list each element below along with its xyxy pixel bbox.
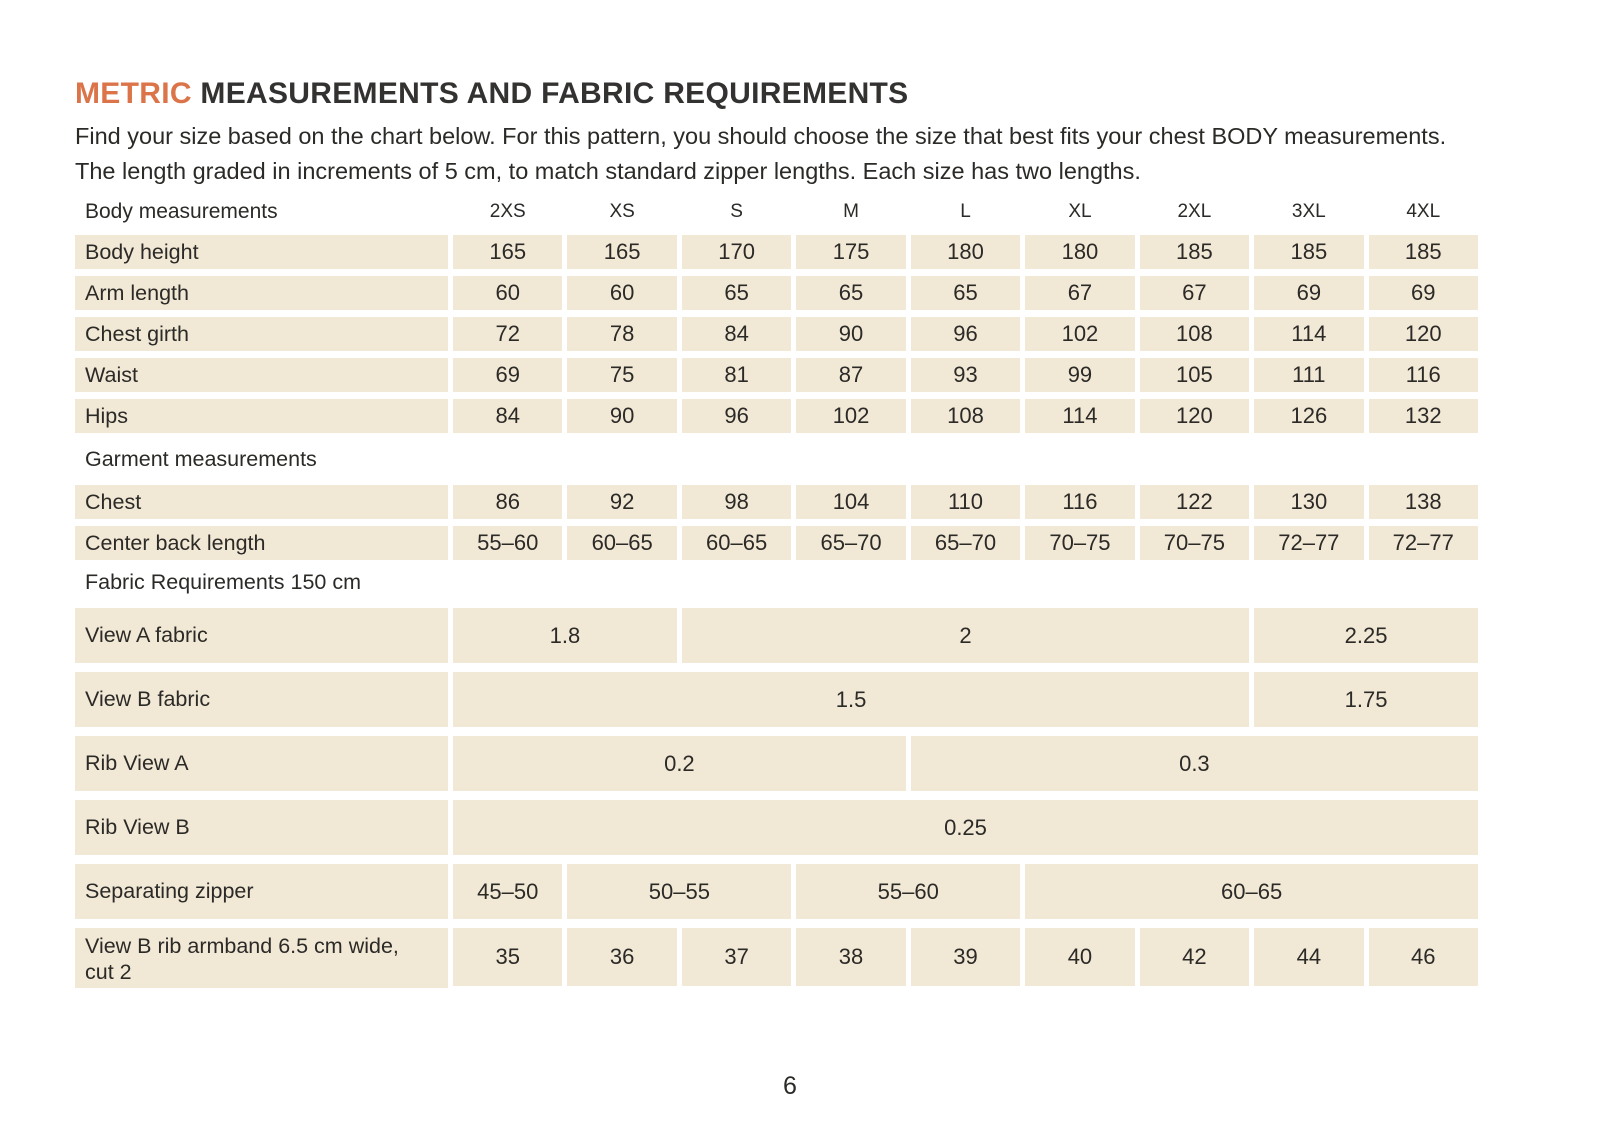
table-cell: 65 (796, 276, 905, 310)
row-label: View B fabric (75, 672, 448, 727)
table-cell: 114 (1254, 317, 1363, 351)
table-cell: 126 (1254, 399, 1363, 433)
row-label (75, 928, 448, 988)
merged-cell: 0.25 (453, 800, 1478, 855)
table-cell: 170 (682, 235, 791, 269)
table-cell: 180 (911, 235, 1020, 269)
table-cell: 122 (1140, 485, 1249, 519)
page-title-accent: METRIC (75, 77, 192, 110)
row-label: Rib View B (75, 800, 448, 855)
row-label: Chest girth (75, 317, 448, 351)
merged-cell: 60–65 (1025, 864, 1478, 919)
table-cell: 116 (1025, 485, 1134, 519)
table-cell: 46 (1369, 928, 1478, 986)
table-cell: 42 (1140, 928, 1249, 986)
table-cell: 60 (453, 276, 562, 310)
table-row-rib-view-a (75, 736, 1478, 791)
page-number: 6 (783, 1072, 797, 1100)
table-cell: 69 (453, 358, 562, 392)
row-label: Waist (75, 358, 448, 392)
merged-cell: 55–60 (796, 864, 1020, 919)
row-label: Chest (75, 485, 448, 519)
table-cell: 165 (453, 235, 562, 269)
table-row-armband (75, 928, 1478, 988)
table-cell: 185 (1140, 235, 1249, 269)
merged-cell: 1.8 (453, 608, 677, 663)
table-cell: 69 (1254, 276, 1363, 310)
table-cell: 116 (1369, 358, 1478, 392)
table-cell: 87 (796, 358, 905, 392)
table-cell: 110 (911, 485, 1020, 519)
table-cell: 96 (911, 317, 1020, 351)
table-cell: 165 (567, 235, 676, 269)
table-row-garment-chest (75, 485, 1478, 519)
row-label-line1: View B rib armband 6.5 cm wide, (85, 934, 399, 958)
row-label: Body height (75, 235, 448, 269)
table-row-waist (75, 358, 1478, 392)
table-cell: 72–77 (1254, 526, 1363, 560)
table-row-arm-length (75, 276, 1478, 310)
table-cell: 102 (796, 399, 905, 433)
size-col-xs: XS (609, 201, 635, 222)
table-cell: 72–77 (1369, 526, 1478, 560)
table-cell: 138 (1369, 485, 1478, 519)
merged-cell: 1.75 (1254, 672, 1478, 727)
row-label: Center back length (75, 526, 448, 560)
table-cell: 102 (1025, 317, 1134, 351)
garment-measurements-header: Garment measurements (85, 447, 317, 471)
table-cell: 75 (567, 358, 676, 392)
merged-cell: 45–50 (453, 864, 562, 919)
table-cell: 105 (1140, 358, 1249, 392)
table-row-separating-zipper (75, 864, 1478, 919)
table-cell: 84 (453, 399, 562, 433)
table-cell: 108 (1140, 317, 1249, 351)
merged-cell: 2.25 (1254, 608, 1478, 663)
table-cell: 35 (453, 928, 562, 986)
table-cell: 37 (682, 928, 791, 986)
page-title-rest: MEASUREMENTS AND FABRIC REQUIREMENTS (191, 77, 909, 110)
size-col-2xs: 2XS (489, 201, 526, 222)
table-cell: 111 (1254, 358, 1363, 392)
merged-cell: 0.3 (911, 736, 1478, 791)
table-cell: 130 (1254, 485, 1363, 519)
table-row-chest-girth (75, 317, 1478, 351)
table-cell: 185 (1254, 235, 1363, 269)
row-label: View A fabric (75, 608, 448, 663)
table-cell: 44 (1254, 928, 1363, 986)
table-cell: 98 (682, 485, 791, 519)
table-cell: 90 (567, 399, 676, 433)
size-col-4xl: 4XL (1406, 201, 1441, 222)
size-header-row (75, 198, 1478, 226)
row-label: Separating zipper (75, 864, 448, 919)
table-cell: 60 (567, 276, 676, 310)
table-cell: 60–65 (567, 526, 676, 560)
table-cell: 104 (796, 485, 905, 519)
table-cell: 120 (1369, 317, 1478, 351)
table-cell: 84 (682, 317, 791, 351)
table-cell: 114 (1025, 399, 1134, 433)
page-title (75, 76, 1478, 112)
size-col-2xl: 2XL (1177, 201, 1212, 222)
table-cell: 36 (567, 928, 676, 986)
table-cell: 86 (453, 485, 562, 519)
table-cell: 65 (911, 276, 1020, 310)
table-cell: 55–60 (453, 526, 562, 560)
row-label: Hips (75, 399, 448, 433)
table-row-rib-view-b (75, 800, 1478, 855)
fabric-requirements-header: Fabric Requirements 150 cm (85, 570, 362, 594)
table-cell: 65–70 (796, 526, 905, 560)
table-cell: 132 (1369, 399, 1478, 433)
table-row-body-height (75, 235, 1478, 269)
table-cell: 39 (911, 928, 1020, 986)
table-cell: 67 (1140, 276, 1249, 310)
table-cell: 70–75 (1140, 526, 1249, 560)
row-label-line2: cut 2 (85, 960, 132, 984)
row-label: Arm length (75, 276, 448, 310)
table-cell: 40 (1025, 928, 1134, 986)
table-cell: 93 (911, 358, 1020, 392)
size-col-xl: XL (1068, 201, 1092, 222)
table-cell: 180 (1025, 235, 1134, 269)
table-cell: 60–65 (682, 526, 791, 560)
table-cell: 175 (796, 235, 905, 269)
merged-cell: 0.2 (453, 736, 906, 791)
table-cell: 90 (796, 317, 905, 351)
table-cell: 185 (1369, 235, 1478, 269)
size-col-s: S (730, 201, 743, 222)
table-cell: 69 (1369, 276, 1478, 310)
table-cell: 38 (796, 928, 905, 986)
table-row-view-b-fabric (75, 672, 1478, 727)
table-cell: 99 (1025, 358, 1134, 392)
table-cell: 67 (1025, 276, 1134, 310)
table-cell: 108 (911, 399, 1020, 433)
merged-cell: 50–55 (567, 864, 791, 919)
table-row-view-a-fabric (75, 608, 1478, 663)
table-cell: 65–70 (911, 526, 1020, 560)
table-row-hips (75, 399, 1478, 433)
table-cell: 81 (682, 358, 791, 392)
merged-cell: 2 (682, 608, 1249, 663)
size-col-m: M (843, 201, 859, 222)
table-cell: 70–75 (1025, 526, 1134, 560)
size-col-3xl: 3XL (1291, 201, 1326, 222)
table-cell: 120 (1140, 399, 1249, 433)
table-cell: 92 (567, 485, 676, 519)
table-cell: 72 (453, 317, 562, 351)
table-row-center-back-length (75, 526, 1478, 560)
row-label: Rib View A (75, 736, 448, 791)
intro-paragraph: Find your size based on the chart below. For this pattern, you should choose the size that best fits your chest BODY measurements. The length graded in increments of 5 cm, to match standard zipper lengths. Each size has two lengths. (75, 123, 1447, 184)
table-cell: 96 (682, 399, 791, 433)
body-measurements-header: Body measurements (85, 200, 278, 223)
size-col-l: L (960, 201, 971, 222)
table-cell: 78 (567, 317, 676, 351)
page-content (75, 76, 1478, 995)
merged-cell: 1.5 (453, 672, 1249, 727)
table-cell: 65 (682, 276, 791, 310)
